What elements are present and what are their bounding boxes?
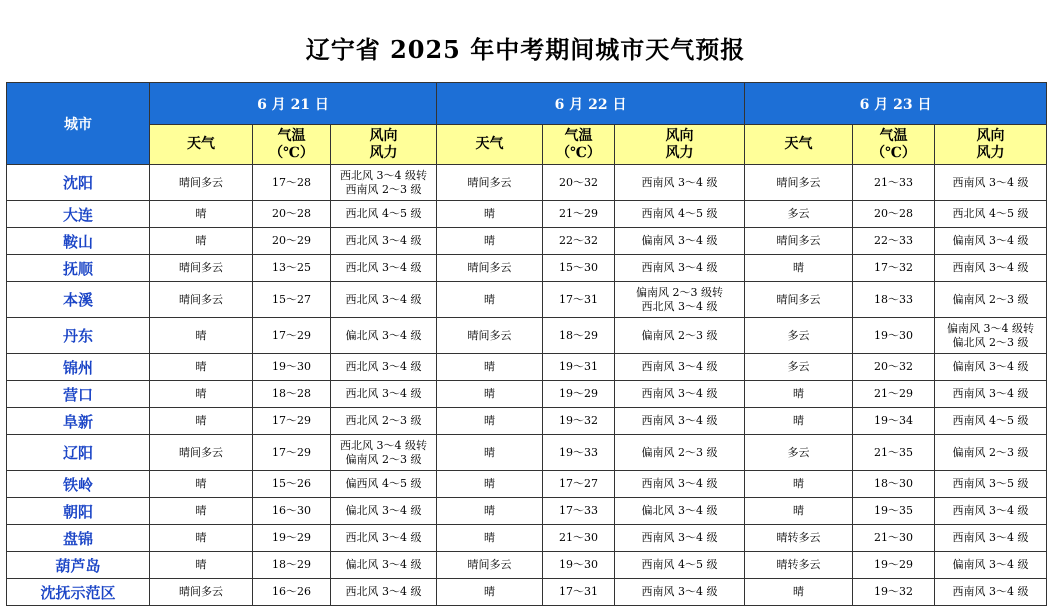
city-name: 沈抚示范区 [7,579,150,606]
wind-cell [331,282,437,318]
city-name: 本溪 [7,282,150,318]
temp-cell: 22～33 [853,228,935,255]
temp-cell: 19～32 [543,408,615,435]
temp-cell: 21～30 [853,525,935,552]
wind-text-line2: 西南风 2～3 级 [345,182,422,196]
forecast-table [6,82,1047,606]
wind-text: 偏南风 2～3 级 [641,328,718,342]
wind-text: 西北风 2～3 级 [345,414,422,427]
weather-cell: 晴 [745,471,853,498]
weather-cell: 晴 [745,255,853,282]
weather-cell: 晴 [437,354,543,381]
weather-cell: 晴 [437,498,543,525]
weather-cell: 多云 [745,318,853,354]
weather-cell: 晴 [437,579,543,606]
wind-direction-line: 风向 [369,127,398,144]
wind-text: 西北风 3～4 级转 [340,168,427,182]
table-row [7,525,1047,552]
wind-cell [331,354,437,381]
wind-cell [331,498,437,525]
city-name: 阜新 [7,408,150,435]
weather-header: 天气 [745,125,853,165]
temp-cell: 17～33 [543,498,615,525]
weather-header: 天气 [150,125,253,165]
wind-text: 西北风 3～4 级 [345,387,422,400]
table-row [7,498,1047,525]
table-row [7,381,1047,408]
wind-text: 西南风 4～5 级 [641,558,718,571]
wind-cell [615,435,745,471]
wind-cell [935,525,1047,552]
city-header: 城市 [7,83,150,165]
wind-text: 西北风 3～4 级 [345,234,422,247]
wind-text: 西南风 4～5 级 [641,207,718,220]
wind-cell [615,381,745,408]
temp-cell: 19～29 [543,381,615,408]
wind-text: 西南风 3～4 级 [641,261,718,274]
temp-cell: 19～30 [543,552,615,579]
wind-cell [615,552,745,579]
wind-text: 西南风 3～4 级 [952,387,1029,400]
wind-text: 西南风 3～4 级 [952,175,1029,189]
weather-cell: 晴 [150,525,253,552]
weather-cell: 晴 [150,201,253,228]
wind-cell [935,282,1047,318]
wind-text: 西南风 3～4 级 [952,261,1029,274]
temp-cell: 21～30 [543,525,615,552]
wind-text: 西南风 3～4 级 [641,360,718,373]
city-name: 鞍山 [7,228,150,255]
temp-cell: 21～29 [543,201,615,228]
temp-unit-line: （℃） [269,144,314,161]
wind-cell [615,201,745,228]
weather-cell: 多云 [745,201,853,228]
wind-text: 偏北风 3～4 级 [345,328,422,342]
wind-text: 偏南风 3～4 级 [952,360,1029,373]
temp-cell: 19～30 [853,318,935,354]
weather-cell: 晴 [745,498,853,525]
temp-header [253,125,331,165]
table-row [7,354,1047,381]
wind-cell [615,579,745,606]
temp-cell: 21～35 [853,435,935,471]
temp-cell: 19～35 [853,498,935,525]
wind-text-line2: 偏北风 2～3 级 [952,335,1029,349]
weather-cell: 晴 [745,579,853,606]
wind-cell [615,255,745,282]
temp-cell: 20～29 [253,228,331,255]
weather-cell: 晴 [150,552,253,579]
city-name: 沈阳 [7,165,150,201]
weather-cell: 晴 [150,354,253,381]
table-row [7,471,1047,498]
temp-cell: 17～28 [253,165,331,201]
temp-cell: 17～32 [853,255,935,282]
temp-cell: 20～32 [853,354,935,381]
temp-cell: 19～31 [543,354,615,381]
day-header: 6 月 23 日 [745,83,1047,125]
weather-cell: 晴间多云 [150,282,253,318]
wind-text: 西北风 3～4 级 [345,585,422,598]
temp-cell: 21～33 [853,165,935,201]
wind-cell [615,498,745,525]
wind-cell [615,165,745,201]
wind-text: 西南风 3～4 级 [952,531,1029,544]
table-row [7,282,1047,318]
weather-cell: 晴转多云 [745,552,853,579]
wind-cell [935,471,1047,498]
weather-cell: 晴间多云 [150,579,253,606]
weather-cell: 晴 [745,381,853,408]
wind-text: 西北风 3～4 级 [345,261,422,274]
wind-cell [331,165,437,201]
wind-force-line: 风力 [369,144,398,161]
day-header: 6 月 22 日 [437,83,745,125]
temp-cell: 18～29 [253,552,331,579]
weather-cell: 晴 [437,201,543,228]
wind-cell [935,165,1047,201]
wind-cell [331,228,437,255]
weather-cell: 晴 [437,381,543,408]
temp-cell: 18～29 [543,318,615,354]
temp-cell: 18～30 [853,471,935,498]
weather-cell: 多云 [745,354,853,381]
weather-cell: 晴 [437,408,543,435]
table-row [7,201,1047,228]
table-row [7,408,1047,435]
temp-cell: 19～32 [853,579,935,606]
weather-cell: 晴 [150,228,253,255]
temp-cell: 17～27 [543,471,615,498]
wind-cell [331,201,437,228]
weather-cell: 晴 [150,498,253,525]
temp-unit-line: （℃） [871,144,916,161]
city-name: 营口 [7,381,150,408]
wind-force-line: 风力 [665,144,694,161]
temp-cell: 19～33 [543,435,615,471]
wind-cell [331,552,437,579]
table-row [7,165,1047,201]
temp-cell: 20～32 [543,165,615,201]
temp-header-line: 气温 [879,127,908,144]
temp-header-line: 气温 [277,127,306,144]
wind-cell [331,318,437,354]
wind-text-line2: 西北风 3～4 级 [641,299,718,313]
temp-cell: 19～29 [253,525,331,552]
weather-cell: 晴转多云 [745,525,853,552]
wind-direction-line: 风向 [976,127,1005,144]
wind-cell [935,255,1047,282]
wind-cell [331,255,437,282]
temp-cell: 20～28 [253,201,331,228]
wind-text: 西南风 3～4 级 [641,387,718,400]
wind-cell [935,552,1047,579]
table-row [7,228,1047,255]
temp-cell: 15～27 [253,282,331,318]
city-name: 大连 [7,201,150,228]
wind-text: 西南风 3～4 级 [641,585,718,598]
table-row [7,552,1047,579]
wind-text: 西北风 3～4 级 [345,360,422,373]
wind-text: 西北风 3～4 级转 [340,438,427,452]
wind-text: 西南风 3～4 级 [641,414,718,427]
wind-cell [935,381,1047,408]
weather-cell: 晴间多云 [150,165,253,201]
table-row [7,255,1047,282]
table-row [7,318,1047,354]
weather-cell: 晴 [150,318,253,354]
table-row [7,435,1047,471]
temp-cell: 17～31 [543,579,615,606]
temp-cell: 19～34 [853,408,935,435]
wind-text: 西北风 4～5 级 [345,207,422,220]
wind-cell [331,471,437,498]
city-name: 葫芦岛 [7,552,150,579]
weather-cell: 晴 [150,471,253,498]
wind-cell [331,381,437,408]
wind-text: 偏南风 2～3 级 [952,292,1029,306]
weather-cell: 晴 [437,435,543,471]
wind-text: 西南风 3～5 级 [952,477,1029,490]
wind-header [935,125,1047,165]
weather-cell: 晴 [150,408,253,435]
wind-cell [935,354,1047,381]
wind-text: 偏南风 2～3 级 [952,445,1029,459]
wind-text: 偏南风 2～3 级转 [636,285,724,299]
wind-text: 西南风 3～4 级 [641,531,718,544]
temp-header [543,125,615,165]
city-name: 盘锦 [7,525,150,552]
wind-text: 西南风 3～4 级 [952,504,1029,517]
day-header: 6 月 21 日 [150,83,437,125]
weather-cell: 晴间多云 [437,552,543,579]
wind-text: 偏北风 3～4 级 [345,504,422,517]
table-row [7,579,1047,606]
wind-text: 偏西风 4～5 级 [345,477,422,490]
wind-text: 偏南风 3～4 级转 [947,321,1035,335]
wind-text: 偏南风 3～4 级 [952,558,1029,571]
temp-cell: 16～30 [253,498,331,525]
wind-header [331,125,437,165]
wind-force-line: 风力 [976,144,1005,161]
wind-text: 偏南风 3～4 级 [952,234,1029,247]
weather-cell: 晴间多云 [745,228,853,255]
wind-cell [935,435,1047,471]
wind-text: 偏南风 3～4 级 [641,234,718,247]
wind-text: 偏北风 3～4 级 [345,558,422,571]
weather-cell: 晴间多云 [437,318,543,354]
weather-header: 天气 [437,125,543,165]
weather-cell: 晴间多云 [745,282,853,318]
wind-cell [615,408,745,435]
temp-cell: 13～25 [253,255,331,282]
temp-header [853,125,935,165]
wind-cell [615,354,745,381]
wind-text: 西北风 3～4 级 [345,531,422,544]
wind-cell [615,471,745,498]
wind-text: 偏南风 2～3 级 [641,445,718,459]
wind-cell [615,282,745,318]
wind-cell [331,579,437,606]
wind-cell [331,408,437,435]
wind-text: 西北风 4～5 级 [952,207,1029,220]
weather-cell: 晴间多云 [745,165,853,201]
temp-cell: 20～28 [853,201,935,228]
temp-cell: 19～30 [253,354,331,381]
wind-cell [935,318,1047,354]
weather-cell: 晴间多云 [437,165,543,201]
temp-cell: 17～31 [543,282,615,318]
page-title: 辽宁省 2025 年中考期间城市天气预报 [305,35,746,64]
weather-cell: 晴 [150,381,253,408]
city-name: 丹东 [7,318,150,354]
wind-cell [935,408,1047,435]
wind-header [615,125,745,165]
temp-cell: 17～29 [253,408,331,435]
city-name: 锦州 [7,354,150,381]
temp-cell: 22～32 [543,228,615,255]
weather-cell: 多云 [745,435,853,471]
city-name: 抚顺 [7,255,150,282]
wind-cell [331,525,437,552]
wind-cell [935,228,1047,255]
weather-cell: 晴 [437,282,543,318]
weather-cell: 晴 [437,525,543,552]
city-name: 朝阳 [7,498,150,525]
wind-cell [615,318,745,354]
weather-cell: 晴 [745,408,853,435]
wind-text: 西北风 3～4 级 [345,292,422,306]
temp-cell: 16～26 [253,579,331,606]
wind-text: 西南风 3～4 级 [952,585,1029,598]
wind-cell [615,228,745,255]
temp-cell: 18～33 [853,282,935,318]
temp-cell: 17～29 [253,435,331,471]
wind-cell [935,201,1047,228]
wind-cell [935,579,1047,606]
weather-cell: 晴间多云 [150,435,253,471]
temp-cell: 15～30 [543,255,615,282]
wind-cell [615,525,745,552]
temp-cell: 17～29 [253,318,331,354]
wind-text: 西南风 3～4 级 [641,477,718,490]
temp-cell: 21～29 [853,381,935,408]
temp-cell: 19～29 [853,552,935,579]
weather-cell: 晴间多云 [150,255,253,282]
temp-header-line: 气温 [564,127,593,144]
temp-cell: 18～28 [253,381,331,408]
wind-text-line2: 偏南风 2～3 级 [345,452,422,466]
wind-text: 西南风 3～4 级 [641,175,718,189]
temp-unit-line: （℃） [556,144,601,161]
weather-cell: 晴 [437,228,543,255]
temp-cell: 15～26 [253,471,331,498]
wind-cell [935,498,1047,525]
wind-text: 偏北风 3～4 级 [641,504,718,517]
wind-text: 西南风 4～5 级 [952,414,1029,427]
city-name: 铁岭 [7,471,150,498]
wind-cell [331,435,437,471]
weather-cell: 晴 [437,471,543,498]
city-name: 辽阳 [7,435,150,471]
weather-cell: 晴间多云 [437,255,543,282]
wind-direction-line: 风向 [665,127,694,144]
